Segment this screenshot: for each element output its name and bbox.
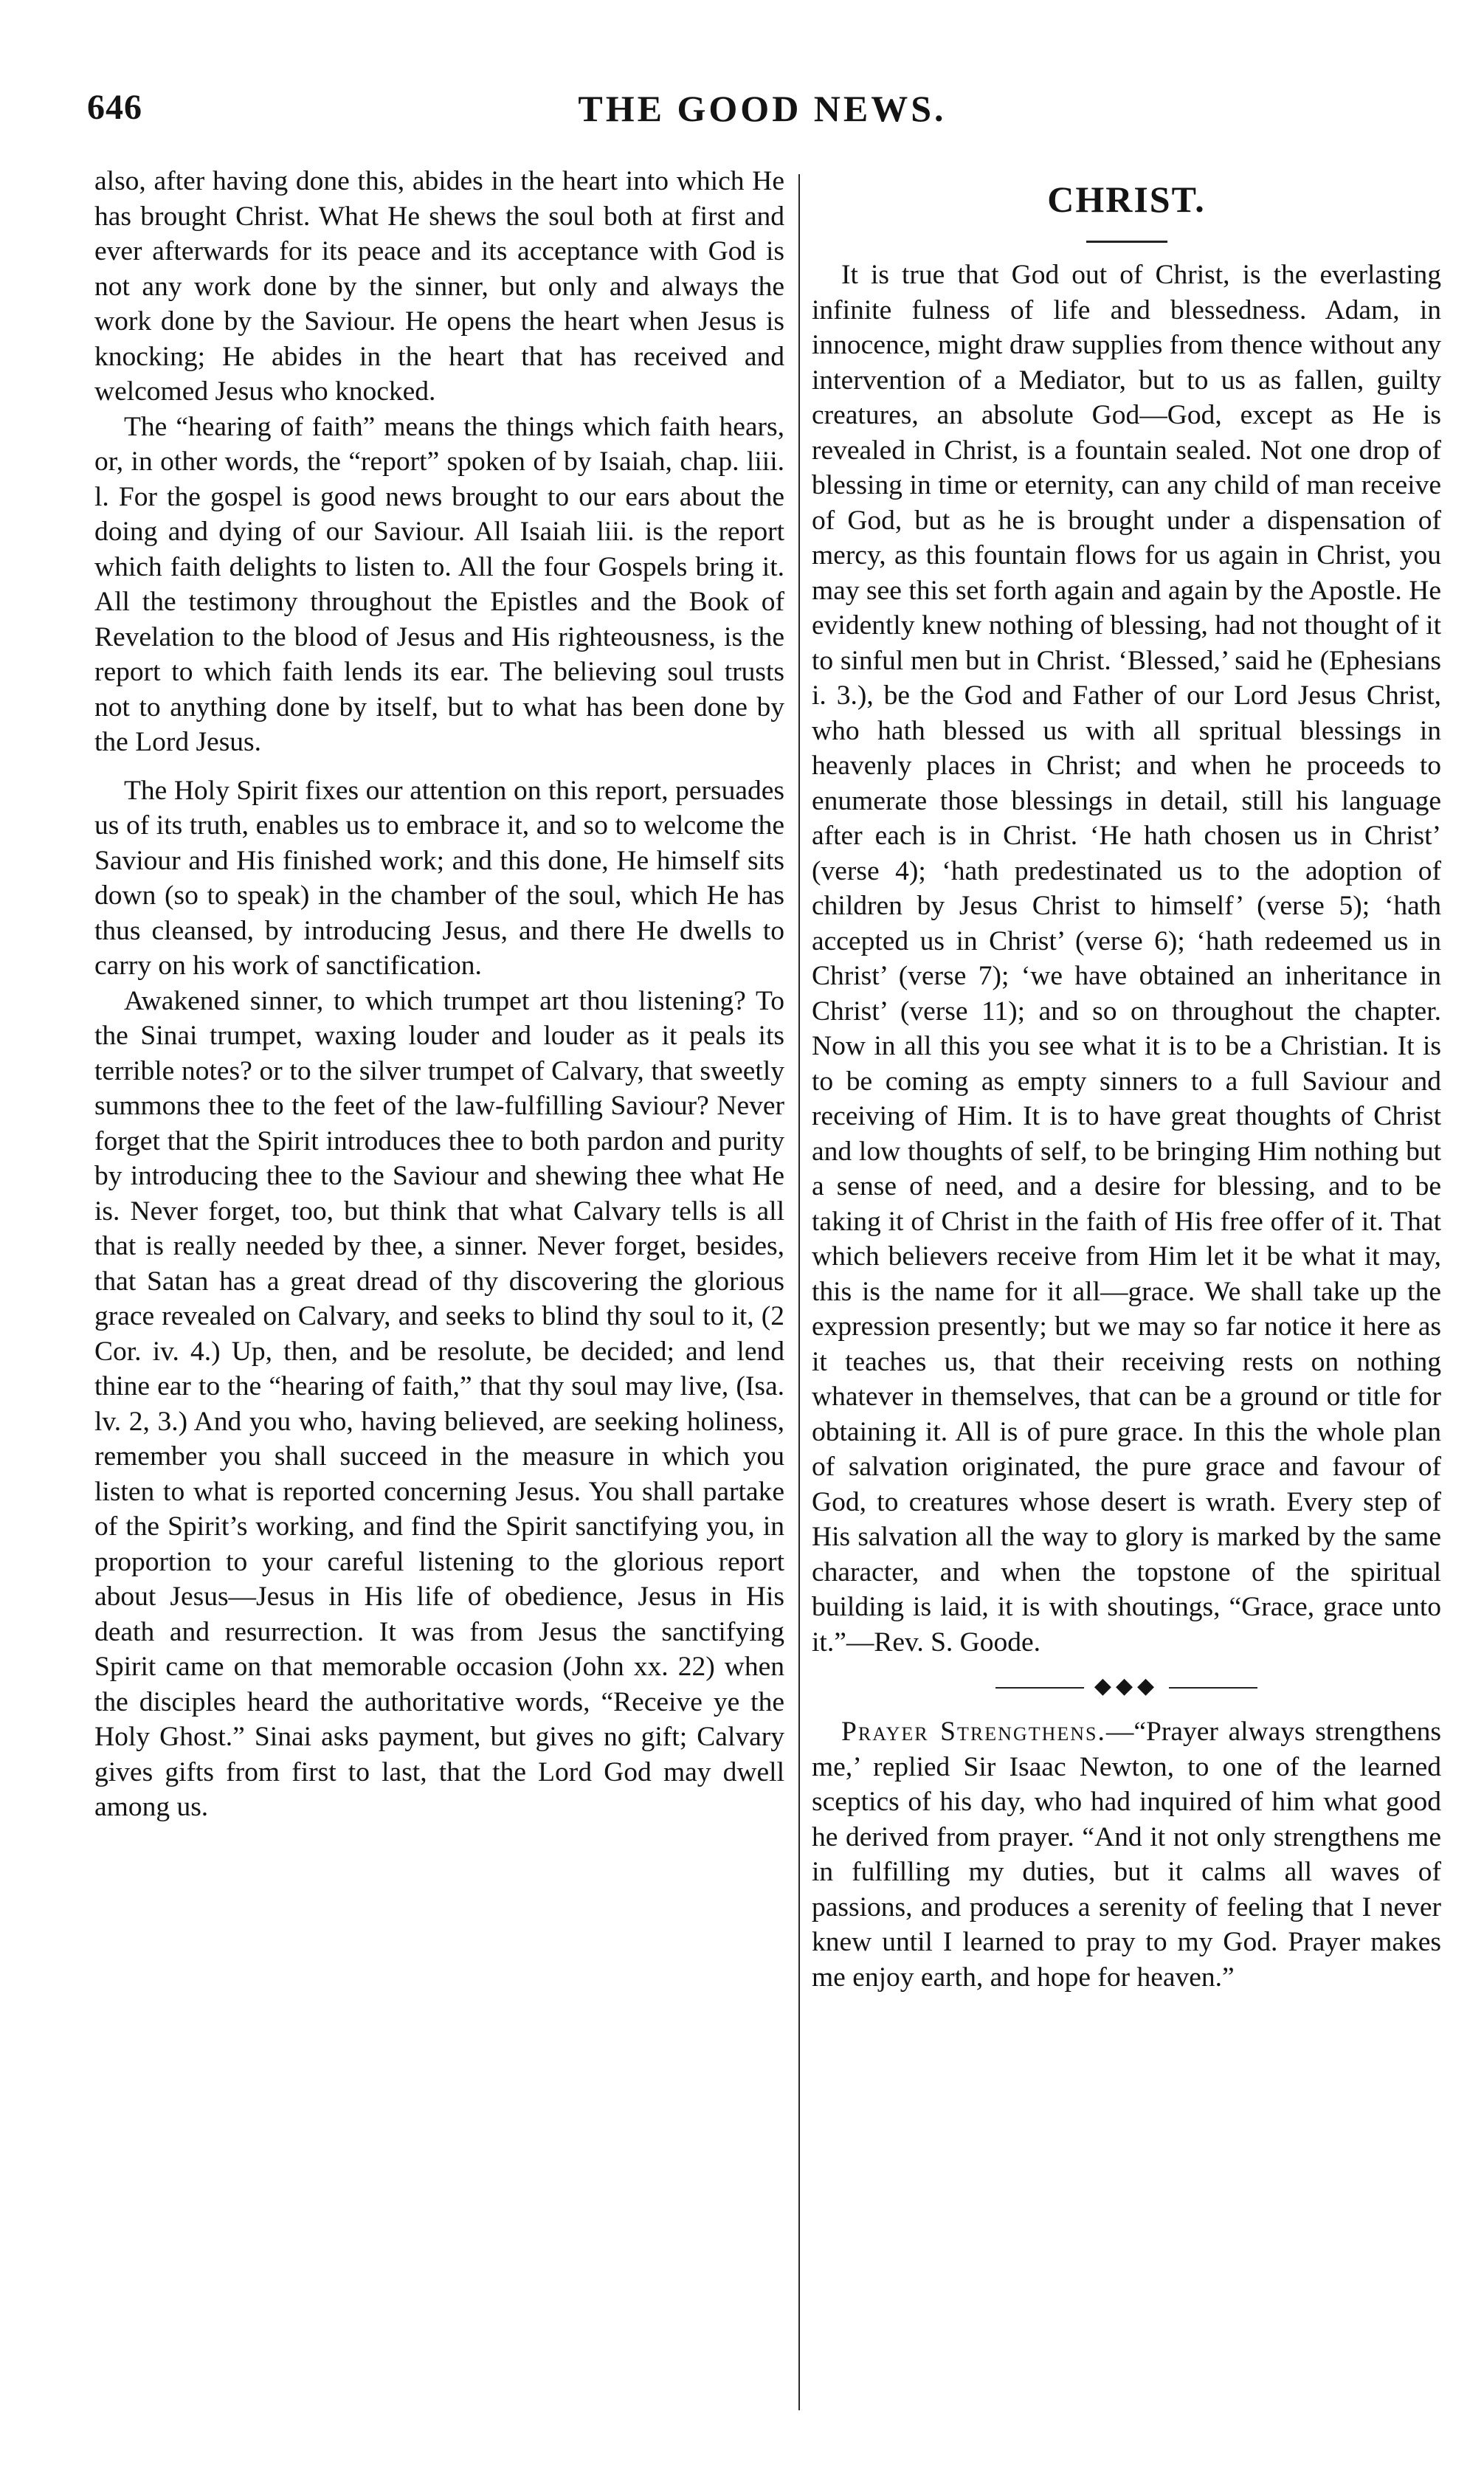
- section-ornament: [812, 1672, 1441, 1701]
- title-rule: [1086, 241, 1167, 243]
- column-divider: [798, 174, 800, 2410]
- running-title: THE GOOD NEWS.: [578, 88, 947, 129]
- note-text: —“Prayer always strengthens me,’ replied Sir Isaac Newton, to one of the learned sceptics of his day, who had inquired of him what good he derived from prayer. “And it not only strengthens me in fulfilling my duties, but it calms all waves of passions, and produces a serenity of feeling that I never knew until I learned to pray to my God. Prayer makes me enjoy earth, and hope for heaven.”: [812, 1717, 1441, 1993]
- paragraph-awakened-sinner: Awakened sinner, to which trumpet art thou listening? To the Sinai trumpet, waxing louder and louder as it peals its terrible notes? or to the silver trumpet of Calvary, that sweetly summons thee to the feet of the law-fulfilling Saviour? Never forget that the Spirit introduces thee to both pardon and purity by introducing thee to the Saviour and shewing thee what He is. Never forget, too, but think that what Calvary tells is all that is really needed by thee, a sinner. Never forget, besides, that Satan has a great dread of thy discovering the glorious grace revealed on Calvary, and seeks to blind thy soul to it, (2 Cor. iv. 4.) Up, then, and be resolute, be decided; and lend thine ear to the “hearing of faith,” that thy soul may live, (Isa. lv. 2, 3.) And you who, having believed, are seeking holiness, remember you shall succeed in the measure in which you listen to what is reported concerning Jesus. You shall partake of the Spirit’s working, and find the Spirit sanctifying you, in proportion to your careful listening to the glorious report about Jesus—Jesus in His life of obedience, Jesus in His death and resurrection. It was from Jesus the sanctifying Spirit came on that memorable occasion (John xx. 22) when the disciples heard the authoritative words, “Receive ye the Holy Ghost.” Sinai asks payment, but gives no gift; Calvary gives gifts from first to last, that the Lord God may dwell among us.: [94, 985, 784, 1822]
- article-paragraph: It is true that God out of Christ, is the everlasting infinite fulness of life and blessedness. Adam, in innocence, might draw supplies from thence without any intervention of a Mediator, but to us as fallen, guilty creatures, an absolute God—God, except as He is revealed in Christ, is a fountain sealed. Not one drop of blessing in time or eternity, can any child of man receive of God, but as he is brought under a dispensation of mercy, as this fountain flows for us again in Christ, you may see this set forth again and again by the Apostle. He evidently knew nothing of blessing, had not thought of it to sinful men but in Christ. ‘Blessed,’ said he (Ephesians i. 3.), be the God and Father of our Lord Jesus Christ, who hath blessed us with all spritual blessings in heavenly places in Christ; and when he proceeds to enumerate those blessings in detail, still his language after each is in Christ. ‘He hath chosen us in Christ’ (verse 4); ‘hath predestinated us to the adoption of children by Jesus Christ to himself’ (verse 5); ‘hath accepted us in Christ’ (verse 6); ‘hath redeemed us in Christ’ (verse 7); ‘we have obtained an inheritance in Christ’ (verse 11); and so on throughout the chapter. Now in all this you see what it is to be a Christian. It is to be coming as empty sinners to a full Saviour and receiving of Him. It is to have great thoughts of Christ and low thoughts of self, to be bringing Him nothing but a sense of need, and a desire for blessing, and to be taking it of Christ in the faith of His free offer of it. That which believers receive from Him let it be what it may, this is the name for it all—grace. We shall take up the expression presently; but we may so far notice it here as it teaches us, that their receiving rests on nothing whatever in themselves, that can be a ground or title for obtaining it. All is of pure grace. In this the whole plan of salvation originated, the pure grace and favour of God, to creatures whose desert is wrath. Every step of His salvation all the way to glory is marked by the same character, and when the topstone of the spiritual building is laid, it is with shoutings, “Grace, grace unto it.”—Rev. S. Goode.: [812, 260, 1441, 1658]
- page-number: 646: [87, 88, 142, 127]
- ornament-line-left: [995, 1687, 1084, 1689]
- right-column: [812, 164, 1441, 1995]
- note-paragraph: [812, 1714, 1441, 1995]
- paragraph-holy-spirit: The Holy Spirit fixes our attention on this report, persuades us of its truth, enables us to embrace it, and so to welcome the Saviour and His finished work; and this done, He himself sits down (so to speak) in the chamber of the soul, which He has thus cleansed, by introducing Jesus, and there He dwells to carry on his work of sanctification.: [94, 775, 784, 981]
- article-title: CHRIST.: [1047, 179, 1206, 220]
- note-lead: Prayer Strengthens.: [841, 1717, 1106, 1747]
- ornament-diamonds: ◆◆◆: [1094, 1674, 1159, 1698]
- paragraph-hearing-of-faith: The “hearing of faith” means the things which faith hears, or, in other words, the “report” spoken of by Isaiah, chap. liii. l. For the gospel is good news brought to our ears about the doing and dying of our Saviour. All Isaiah liii. is the report which faith delights to listen to. All the four Gospels bring it. All the testimony throughout the Epistles and the Book of Revelation to the blood of Jesus and His righteousness, is the report to which faith lends its ear. The believing soul trusts not to anything done by itself, but to what has been done by the Lord Jesus.: [94, 411, 784, 757]
- paragraph-continued: also, after having done this, abides in the heart into which He has brought Christ. What He shews the soul both at first and ever afterwards for its peace and its acceptance with God is not any work done by the sinner, but only and always the work done by the Saviour. He opens the heart when Jesus is knocking; He abides in the heart that has received and welcomed Jesus who knocked.: [94, 166, 784, 407]
- ornament-line-right: [1169, 1687, 1257, 1689]
- page-header: [87, 87, 1438, 146]
- left-column: [94, 164, 784, 1825]
